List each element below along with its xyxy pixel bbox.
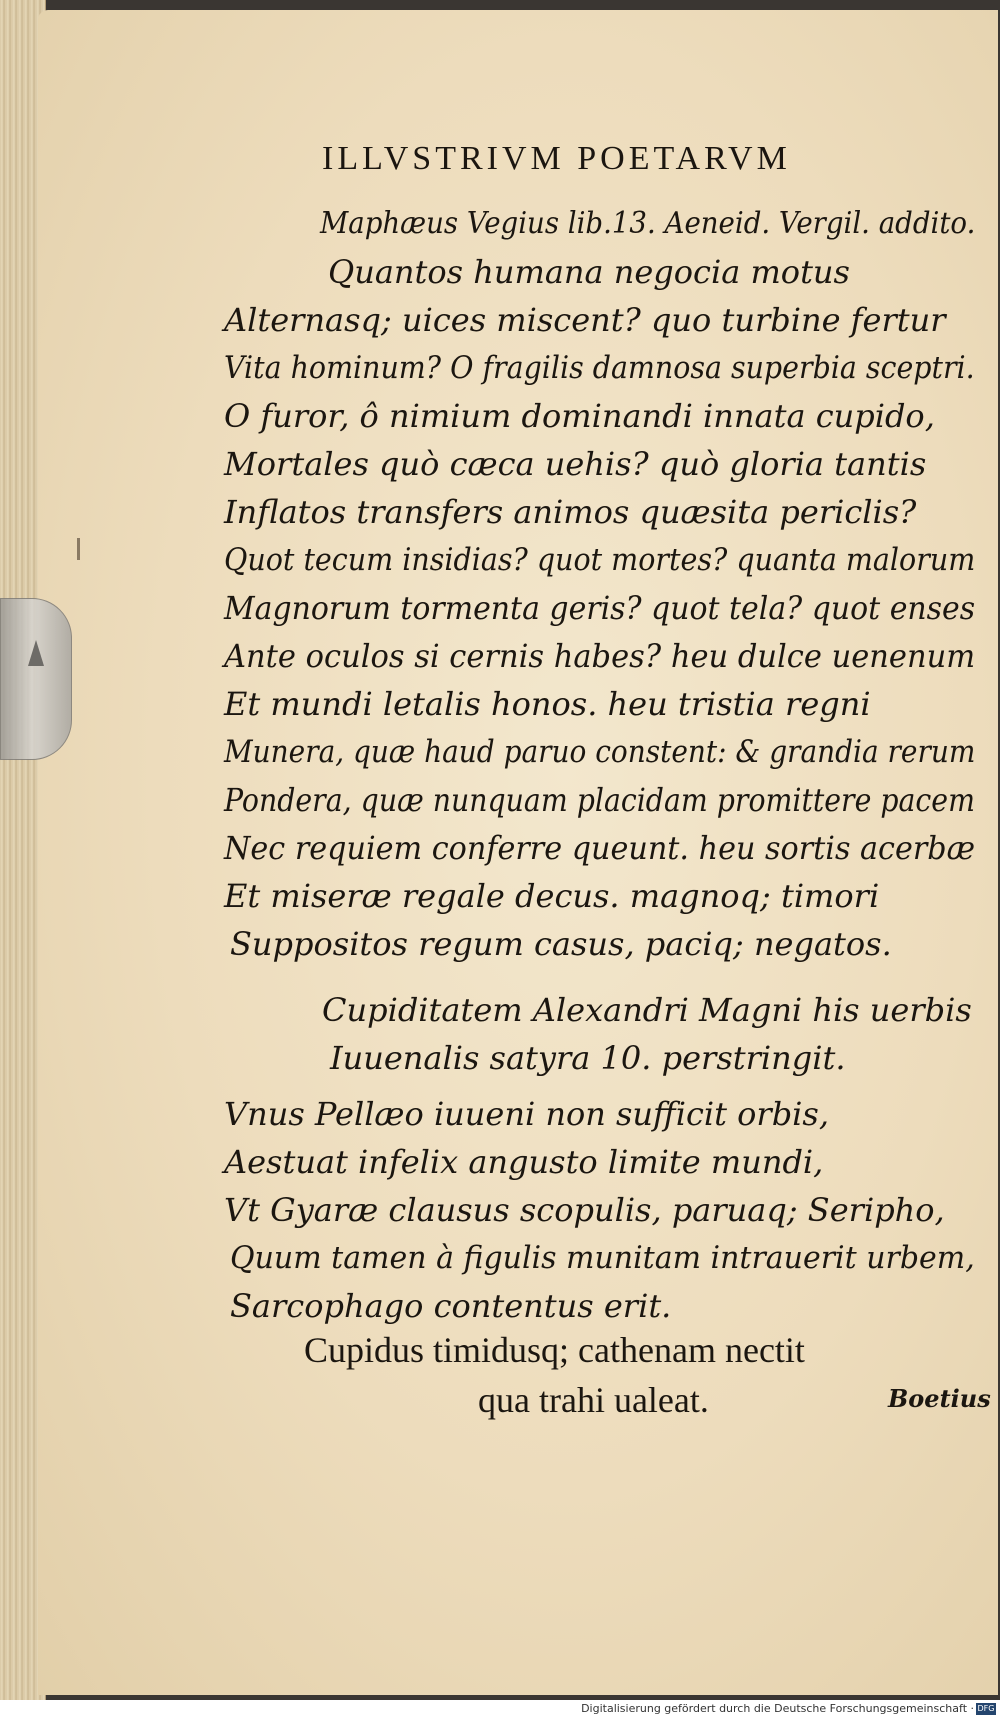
running-head: ILLVSTRIVM POETARVM <box>322 140 791 177</box>
verse-line: Vita hominum? O fragilis damnosa superbia sceptri. <box>224 350 975 386</box>
verse-line: Suppositos regum casus, paciq; negatos. <box>230 925 892 963</box>
dfg-logo: DFG <box>977 1704 995 1713</box>
section1-heading: Maphæus Vegius lib.13. Aeneid. Vergil. addito. <box>320 206 976 241</box>
verse-line: Aestuat infelix angusto limite mundi, <box>224 1143 824 1181</box>
verse-line: Pondera, quæ nunquam placidam promittere pacem <box>224 781 975 819</box>
footer-credit: Digitalisierung gefördert durch die Deutsche Forschungsgemeinschaft · <box>581 1702 974 1715</box>
verse-line: Vt Gyaræ clausus scopulis, paruaq; Seripho, <box>224 1191 945 1229</box>
verse-line: Nec requiem conferre queunt. heu sortis acerbæ <box>224 829 976 867</box>
section2-heading-line1: Cupiditatem Alexandri Magni his uerbis <box>322 991 972 1029</box>
catchword: Boetius <box>888 1384 991 1413</box>
verse-line: Quantos humana negocia motus <box>328 253 850 291</box>
verse-line: Magnorum tormenta geris? quot tela? quot enses <box>224 589 976 627</box>
verse-line: Munera, quæ haud paruo constent: & grandia rerum <box>224 734 976 770</box>
section2-heading-line2: Iuuenalis satyra 10. perstringit. <box>330 1039 846 1077</box>
verse-line: Sarcophago contentus erit. <box>230 1287 672 1325</box>
verse-line: Inflatos transfers animos quæsita periclis? <box>224 493 917 531</box>
verse-line: O furor, ô nimium dominandi innata cupido, <box>224 397 935 435</box>
verse-line: Ante oculos si cernis habes? heu dulce uenenum <box>224 637 976 675</box>
verse-line: Et mundi letalis honos. heu tristia regni <box>224 685 871 723</box>
motto-line2: qua trahi ualeat. <box>478 1380 709 1420</box>
motto-line1: Cupidus timidusq; cathenam nectit <box>304 1330 805 1370</box>
verse-line: Vnus Pellæo iuueni non sufficit orbis, <box>224 1095 829 1133</box>
verse-line: Mortales quò cæca uehis? quò gloria tantis <box>224 445 927 483</box>
verse-line: Et miseræ regale decus. magnoq; timori <box>224 877 880 915</box>
verse-line: Quum tamen à figulis munitam intrauerit urbem, <box>230 1240 975 1276</box>
verse-line: Alternasq; uices miscent? quo turbine fertur <box>224 301 946 339</box>
verse-line: Quot tecum insidias? quot mortes? quanta malorum <box>224 542 976 578</box>
